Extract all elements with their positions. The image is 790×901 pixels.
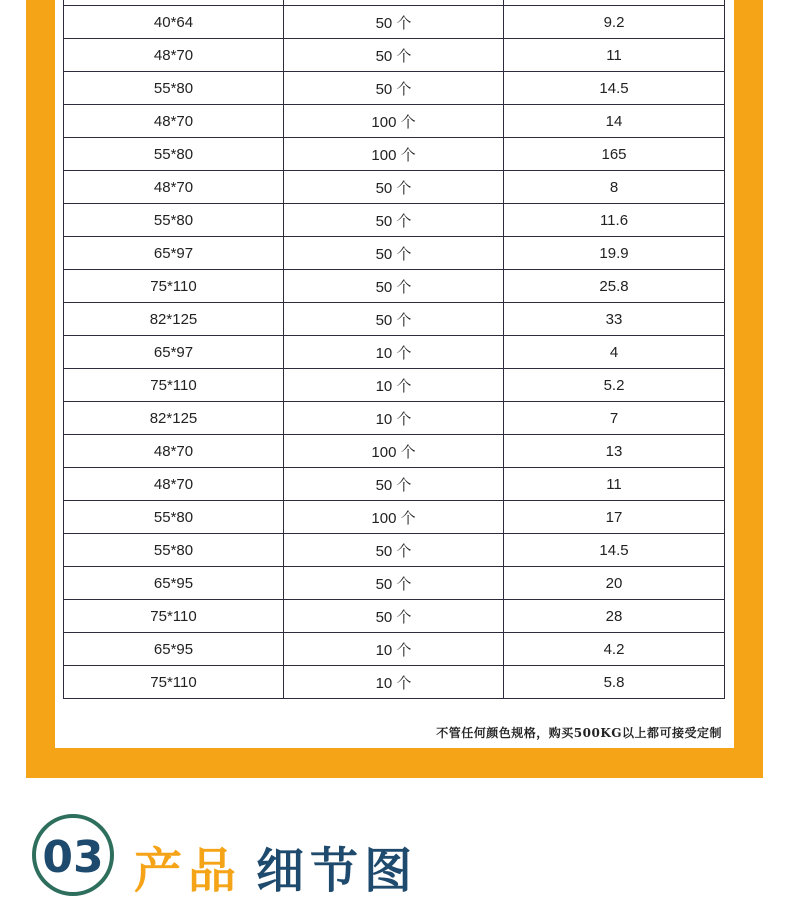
weight-cell: 11 bbox=[504, 39, 725, 72]
weight-cell: 17 bbox=[504, 501, 725, 534]
table-row bbox=[64, 435, 725, 468]
weight-cell: 165 bbox=[504, 138, 725, 171]
section-title-accent: 产品 bbox=[134, 843, 243, 899]
size-cell: 75*110 bbox=[64, 369, 284, 402]
quantity-cell: 100 个 bbox=[284, 138, 504, 171]
size-cell: 65*95 bbox=[64, 567, 284, 600]
table-row bbox=[64, 336, 725, 369]
table-row bbox=[64, 105, 725, 138]
size-cell: 65*95 bbox=[64, 633, 284, 666]
size-cell: 65*97 bbox=[64, 336, 284, 369]
quantity-cell: 50 个 bbox=[284, 72, 504, 105]
table-row bbox=[64, 237, 725, 270]
weight-cell: 5.8 bbox=[504, 666, 725, 699]
size-cell: 75*110 bbox=[64, 600, 284, 633]
weight-cell: 19.9 bbox=[504, 237, 725, 270]
table-row bbox=[64, 468, 725, 501]
spec-table bbox=[63, 0, 725, 699]
size-cell: 55*80 bbox=[64, 501, 284, 534]
table-row bbox=[64, 369, 725, 402]
size-cell: 82*125 bbox=[64, 402, 284, 435]
weight-cell: 13 bbox=[504, 435, 725, 468]
weight-cell: 11.6 bbox=[504, 204, 725, 237]
quantity-cell: 100 个 bbox=[284, 501, 504, 534]
section-number: 03 bbox=[42, 832, 104, 883]
size-cell: 82*125 bbox=[64, 303, 284, 336]
weight-cell: 25.8 bbox=[504, 270, 725, 303]
size-cell: 48*70 bbox=[64, 468, 284, 501]
quantity-cell: 50 个 bbox=[284, 600, 504, 633]
weight-cell: 5.2 bbox=[504, 369, 725, 402]
section-number-badge bbox=[32, 814, 114, 896]
size-cell: 48*70 bbox=[64, 105, 284, 138]
weight-cell: 7 bbox=[504, 402, 725, 435]
size-cell: 65*97 bbox=[64, 237, 284, 270]
quantity-cell: 50 个 bbox=[284, 468, 504, 501]
quantity-cell: 10 个 bbox=[284, 336, 504, 369]
quantity-cell: 50 个 bbox=[284, 204, 504, 237]
weight-cell: 33 bbox=[504, 303, 725, 336]
size-cell: 75*110 bbox=[64, 666, 284, 699]
table-row bbox=[64, 303, 725, 336]
weight-cell: 20 bbox=[504, 567, 725, 600]
table-row bbox=[64, 270, 725, 303]
quantity-cell: 100 个 bbox=[284, 105, 504, 138]
weight-cell: 4 bbox=[504, 336, 725, 369]
weight-cell: 14.5 bbox=[504, 72, 725, 105]
footnote: 不管任何颜色规格，购买500KG以上都可接受定制 bbox=[436, 726, 722, 740]
size-cell: 55*80 bbox=[64, 138, 284, 171]
quantity-cell: 50 个 bbox=[284, 567, 504, 600]
table-row bbox=[64, 567, 725, 600]
table-row bbox=[64, 600, 725, 633]
quantity-cell: 100 个 bbox=[284, 435, 504, 468]
table-row bbox=[64, 534, 725, 567]
quantity-cell: 50 个 bbox=[284, 39, 504, 72]
weight-cell: 4.2 bbox=[504, 633, 725, 666]
quantity-cell: 50 个 bbox=[284, 303, 504, 336]
section-heading bbox=[28, 810, 788, 899]
quantity-cell: 50 个 bbox=[284, 270, 504, 303]
weight-cell: 9.2 bbox=[504, 6, 725, 39]
size-cell: 48*70 bbox=[64, 435, 284, 468]
size-cell: 55*80 bbox=[64, 72, 284, 105]
quantity-cell: 50 个 bbox=[284, 237, 504, 270]
quantity-cell: 10 个 bbox=[284, 666, 504, 699]
size-cell: 55*80 bbox=[64, 204, 284, 237]
table-row bbox=[64, 171, 725, 204]
table-row bbox=[64, 666, 725, 699]
table-row bbox=[64, 633, 725, 666]
quantity-cell: 10 个 bbox=[284, 633, 504, 666]
section-title-rest: 细节图 bbox=[256, 843, 419, 899]
size-cell: 48*70 bbox=[64, 39, 284, 72]
table-row bbox=[64, 39, 725, 72]
quantity-cell: 50 个 bbox=[284, 6, 504, 39]
quantity-cell: 50 个 bbox=[284, 171, 504, 204]
size-cell: 55*80 bbox=[64, 534, 284, 567]
table-row bbox=[64, 6, 725, 39]
size-cell: 75*110 bbox=[64, 270, 284, 303]
weight-cell: 28 bbox=[504, 600, 725, 633]
quantity-cell: 10 个 bbox=[284, 402, 504, 435]
table-row bbox=[64, 204, 725, 237]
table-row bbox=[64, 138, 725, 171]
table-row bbox=[64, 72, 725, 105]
weight-cell: 14.5 bbox=[504, 534, 725, 567]
quantity-cell: 50 个 bbox=[284, 534, 504, 567]
weight-cell: 8 bbox=[504, 171, 725, 204]
weight-cell: 14 bbox=[504, 105, 725, 138]
size-cell: 48*70 bbox=[64, 171, 284, 204]
spec-table-body bbox=[64, 0, 725, 699]
table-row bbox=[64, 501, 725, 534]
size-cell: 40*64 bbox=[64, 6, 284, 39]
weight-cell: 11 bbox=[504, 468, 725, 501]
table-row bbox=[64, 402, 725, 435]
quantity-cell: 10 个 bbox=[284, 369, 504, 402]
